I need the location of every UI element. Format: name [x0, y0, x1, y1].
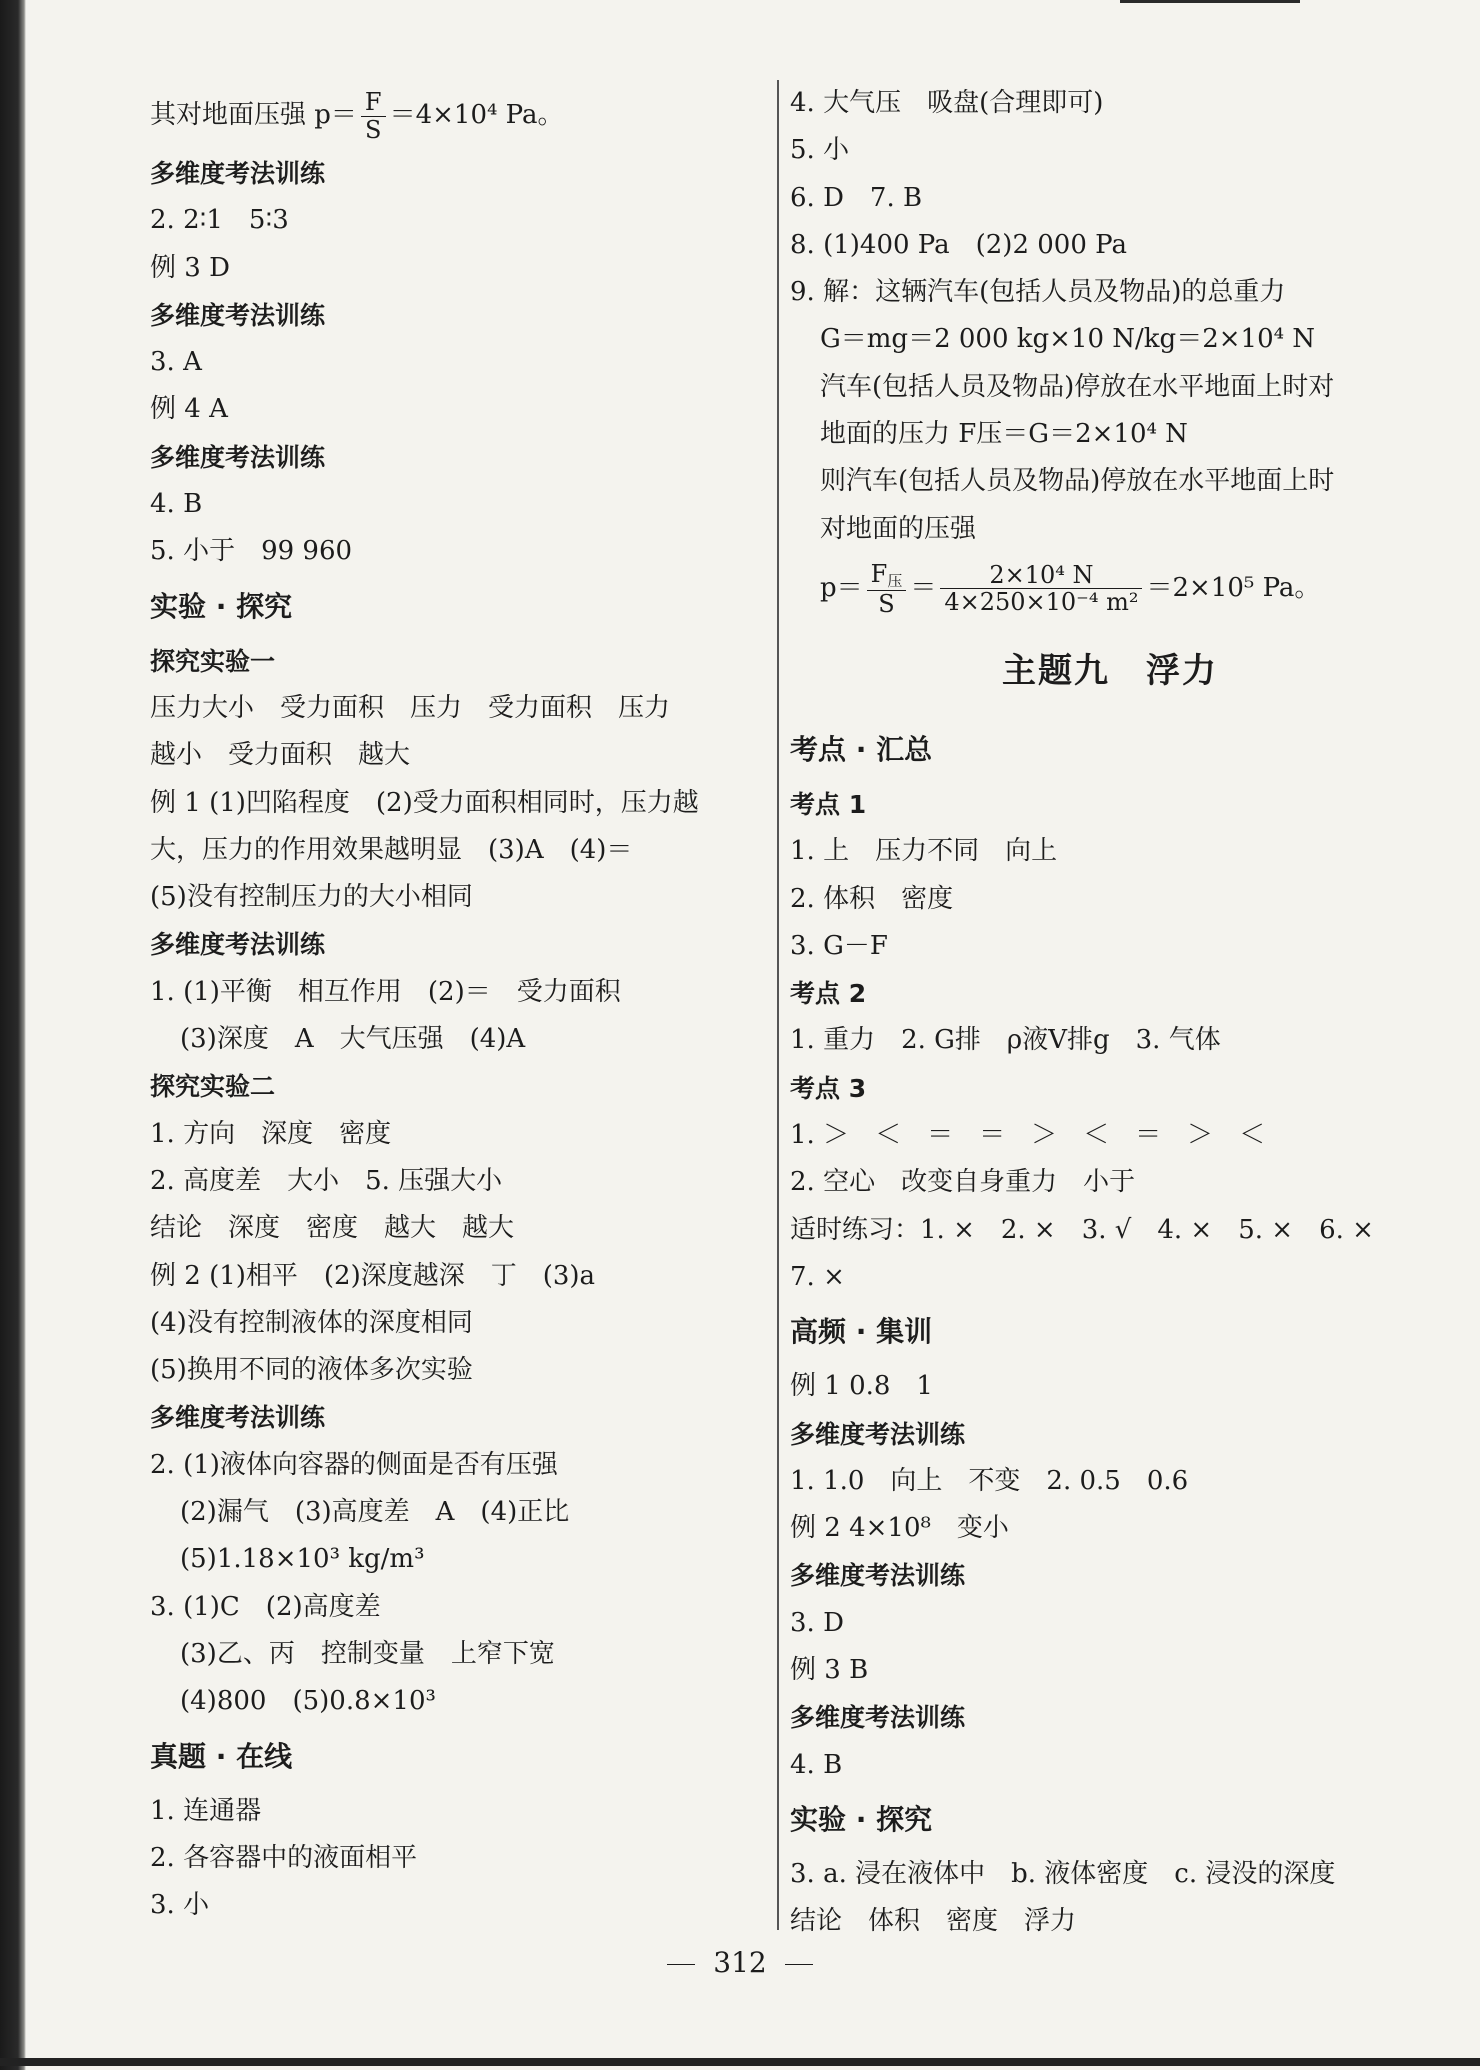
fraction [867, 561, 907, 617]
subsection-heading: 多维度考法训练 [790, 1703, 966, 1733]
answer-line: 结论 体积 密度 浮力 [790, 1906, 1077, 1937]
answer-line: 2. 体积 密度 [790, 883, 954, 914]
answer-line: 适时练习：1. × 2. × 3. √ 4. × 5. × 6. × [790, 1214, 1374, 1245]
answer-line-indented: 对地面的压强 [820, 513, 977, 544]
answer-line: 4. B [790, 1749, 843, 1780]
fraction-denominator: S [365, 115, 382, 144]
answer-line: 9. 解：这辆汽车(包括人员及物品)的总重力 [790, 277, 1286, 308]
formula-prefix: 其对地面压强 p＝ [150, 100, 357, 130]
column-divider [777, 80, 779, 1930]
right-column [790, 80, 1430, 1946]
subsection-heading: 探究实验二 [150, 1072, 276, 1102]
answer-line: 例 1 (1)凹陷程度 (2)受力面积相同时，压力越 [150, 787, 699, 818]
answer-line: 5. 小于 99 960 [150, 536, 353, 567]
subsection-heading: 多维度考法训练 [790, 1561, 966, 1591]
fraction-numerator [361, 89, 386, 116]
book-binding-edge [0, 0, 26, 2070]
formula-pressure-line [150, 80, 760, 150]
fraction-denominator: 4×250×10⁻⁴ m² [944, 588, 1139, 617]
formula-result: ＝4×10⁴ Pa。 [389, 100, 564, 130]
answer-line: 2. 空心 改变自身重力 小于 [790, 1167, 1136, 1198]
numerator-text: F [364, 88, 382, 117]
answer-line: 1. 1.0 向上 不变 2. 0.5 0.6 [790, 1465, 1189, 1496]
answer-line: 3. (1)C (2)高度差 [150, 1591, 381, 1622]
section-heading: 考点 · 汇总 [790, 732, 933, 766]
answer-line: 例 2 (1)相平 (2)深度越深 丁 (3)a [150, 1260, 596, 1291]
answer-line-indented: 则汽车(包括人员及物品)停放在水平地面上时 [820, 466, 1335, 497]
answer-line: 2. 各容器中的液面相平 [150, 1842, 418, 1873]
dash-right [785, 1964, 813, 1966]
answer-line: 2. (1)液体向容器的侧面是否有压强 [150, 1449, 558, 1480]
left-column [150, 80, 760, 1929]
answer-line: 例 1 0.8 1 [790, 1371, 933, 1402]
answer-line: (5)没有控制压力的大小相同 [150, 882, 473, 913]
answer-line: 例 4 A [150, 394, 228, 425]
answer-line: 例 2 4×10⁸ 变小 [790, 1513, 1009, 1544]
fraction [940, 562, 1142, 616]
answer-line: 3. 小 [150, 1890, 210, 1921]
numerator-subscript: 压 [887, 572, 903, 591]
answer-line: (4)没有控制液体的深度相同 [150, 1307, 473, 1338]
answer-line: 1. (1)平衡 相互作用 (2)＝ 受力面积 [150, 976, 621, 1007]
formula-prefix: p＝ [820, 572, 863, 603]
section-heading: 实验 · 探究 [150, 589, 293, 623]
answer-line-indented: (3)乙、丙 控制变量 上窄下宽 [180, 1638, 555, 1669]
answer-line: (5)换用不同的液体多次实验 [150, 1355, 473, 1386]
formula-result: ＝2×10⁵ Pa。 [1146, 572, 1321, 603]
answer-line: 2. 2∶1 5∶3 [150, 205, 289, 236]
answer-line: 大，压力的作用效果越明显 (3)A (4)＝ [150, 834, 633, 865]
answer-line: 6. D 7. B [790, 182, 923, 213]
answer-line: 8. (1)400 Pa (2)2 000 Pa [790, 229, 1127, 260]
answer-line-indented: (3)深度 A 大气压强 (4)A [180, 1024, 526, 1055]
subsection-heading: 考点 1 [790, 789, 867, 819]
answer-line-indented: (5)1.18×10³ kg/m³ [180, 1544, 425, 1575]
fraction-denominator: S [878, 589, 895, 618]
answer-line: 例 3 B [790, 1655, 869, 1686]
answer-line: 4. B [150, 489, 203, 520]
answer-line-indented: 汽车(包括人员及物品)停放在水平地面上时对 [820, 371, 1335, 402]
answer-line: 1. 连通器 [150, 1795, 262, 1826]
answer-line: 7. × [790, 1261, 845, 1292]
subsection-heading: 考点 2 [790, 979, 867, 1009]
fraction [361, 89, 386, 143]
answer-line: 3. a. 浸在液体中 b. 液体密度 c. 浸没的深度 [790, 1858, 1336, 1889]
answer-line: 2. 高度差 大小 5. 压强大小 [150, 1165, 503, 1196]
subsection-heading: 多维度考法训练 [150, 159, 326, 188]
answer-line: 3. G－F [790, 930, 888, 961]
answer-line-indented: 地面的压力 F压＝G＝2×10⁴ N [820, 419, 1188, 450]
topic-title: 主题九 浮力 [1002, 650, 1218, 691]
fraction-numerator [867, 561, 907, 591]
answer-line-indented: (2)漏气 (3)高度差 A (4)正比 [180, 1497, 570, 1528]
section-heading: 实验 · 探究 [790, 1802, 933, 1836]
subsection-heading: 多维度考法训练 [150, 442, 326, 472]
subsection-heading: 多维度考法训练 [150, 930, 326, 960]
formula-pressure-calc [790, 553, 1430, 623]
answer-line-indented: (4)800 (5)0.8×10³ [180, 1686, 436, 1717]
answer-line: 3. D [790, 1607, 844, 1638]
answer-line: 5. 小 [790, 135, 850, 166]
dash-left [667, 1964, 695, 1966]
subsection-heading: 考点 3 [790, 1073, 867, 1103]
answer-line: 1. 上 压力不同 向上 [790, 836, 1058, 867]
answer-line-indented: G＝mg＝2 000 kg×10 N/kg＝2×10⁴ N [820, 324, 1316, 355]
scan-bottom-edge [0, 2058, 1480, 2066]
answer-line: 1. 重力 2. G排 ρ液V排g 3. 气体 [790, 1025, 1221, 1056]
subsection-heading: 多维度考法训练 [150, 300, 326, 330]
section-heading: 真题 · 在线 [150, 1739, 293, 1773]
page-number: 312 [0, 1946, 1480, 1979]
section-heading: 高频 · 集训 [790, 1315, 933, 1349]
answer-line: 3. A [150, 347, 202, 378]
answer-line: 结论 深度 密度 越大 越大 [150, 1213, 515, 1244]
subsection-heading: 多维度考法训练 [790, 1419, 966, 1449]
numerator-text: F [870, 560, 888, 589]
answer-line: 1. 方向 深度 密度 [150, 1118, 392, 1149]
subsection-heading: 多维度考法训练 [150, 1403, 326, 1433]
answer-line: 例 3 D [150, 252, 230, 283]
answer-line: 压力大小 受力面积 压力 受力面积 压力 [150, 692, 671, 723]
answer-line: 1. ＞ ＜ ＝ ＝ ＞ ＜ ＝ ＞ ＜ [790, 1120, 1266, 1151]
fraction-numerator [940, 562, 1142, 589]
subsection-heading: 探究实验一 [150, 646, 276, 676]
scan-edge-line [1120, 0, 1300, 3]
answer-line: 越小 受力面积 越大 [150, 740, 411, 771]
answer-line: 4. 大气压 吸盘(合理即可) [790, 88, 1104, 118]
formula-equals: ＝ [910, 572, 937, 603]
numerator-text: 2×10⁴ N [989, 561, 1094, 590]
